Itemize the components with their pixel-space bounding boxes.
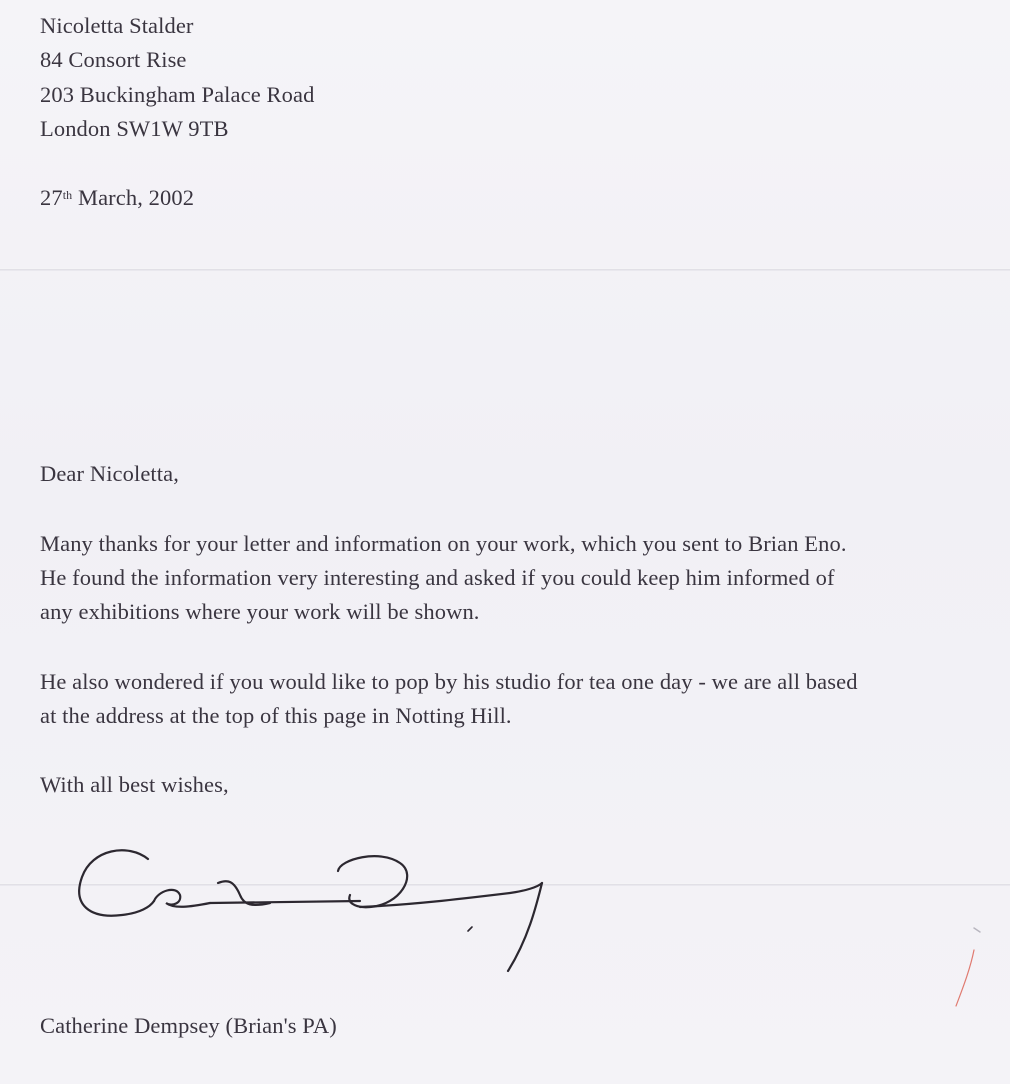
sender-address-line-3: London SW1W 9TB: [40, 116, 229, 141]
closing: With all best wishes,: [40, 772, 229, 797]
paper-fold-line-top: [0, 268, 1010, 271]
paragraph-line: Many thanks for your letter and information on your work, which you sent to Brian Eno.: [40, 531, 847, 556]
letter-date: [40, 181, 194, 216]
salutation: Dear Nicoletta,: [40, 461, 179, 486]
paragraph-line: any exhibitions where your work will be shown.: [40, 599, 480, 624]
paragraph-line: He found the information very interesting and asked if you could keep him informed of: [40, 565, 835, 590]
paragraph-line: He also wondered if you would like to pop by his studio for tea one day - we are all based: [40, 669, 858, 694]
sender-address-line-1: 84 Consort Rise: [40, 47, 187, 72]
date-day: 27: [40, 185, 63, 210]
signatory-name: Catherine Dempsey (Brian's PA): [40, 1013, 337, 1038]
handwritten-signature: [70, 835, 560, 985]
sender-address-line-2: 203 Buckingham Palace Road: [40, 82, 315, 107]
sender-name: Nicoletta Stalder: [40, 13, 194, 38]
date-month-year: March, 2002: [72, 185, 195, 210]
pen-scratch-mark: [940, 920, 990, 1030]
paragraph-line: at the address at the top of this page in Notting Hill.: [40, 703, 512, 728]
date-suffix: th: [62, 188, 73, 202]
